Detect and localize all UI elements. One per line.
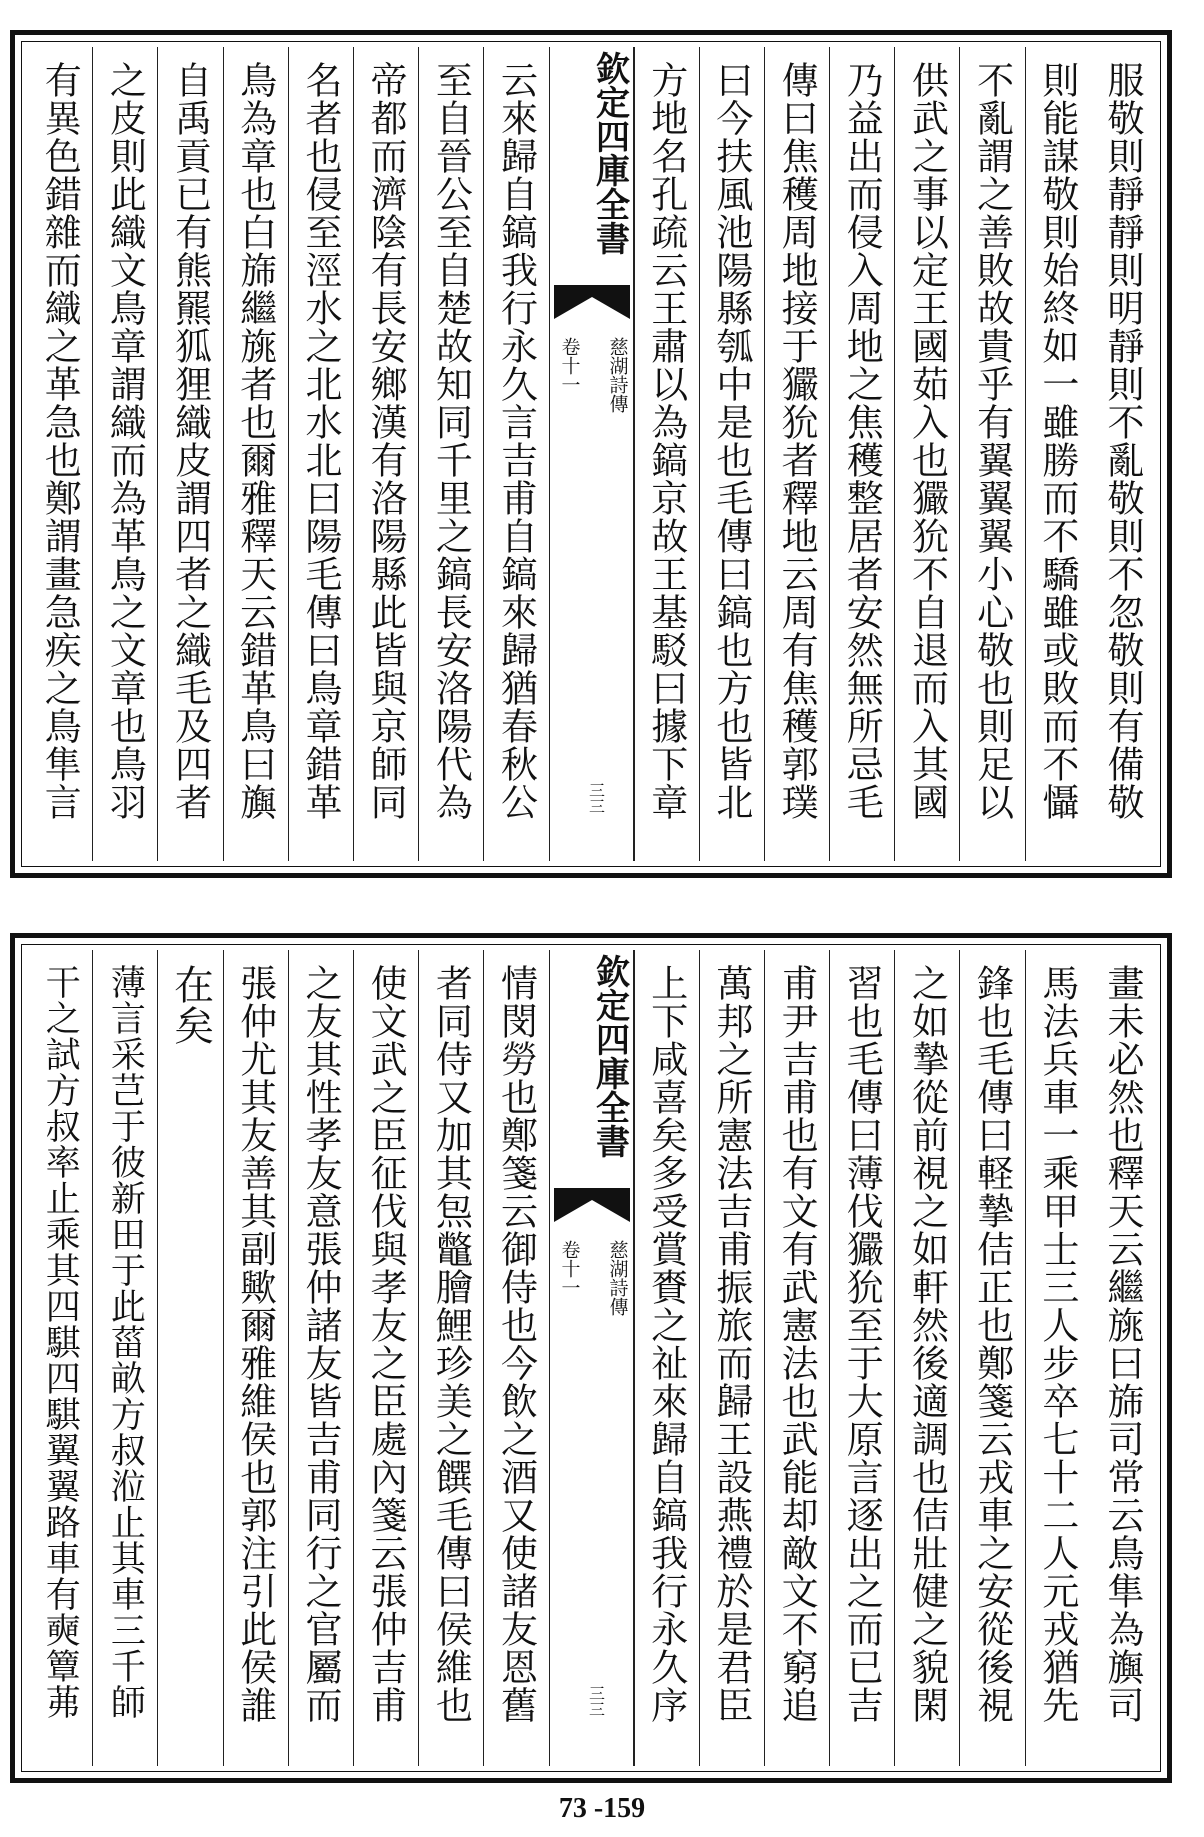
text-column: 鋒也毛傳曰軽摯佶正也鄭箋云戎車之安從後視: [959, 950, 1024, 1766]
text-column: 服敬則靜靜則明靜則不亂敬則不忽敬則有備敬: [1101, 61, 1144, 821]
book-series-title: 欽定四庫全書: [589, 51, 630, 255]
text-column: 在矣: [157, 950, 222, 1766]
text-column: 供武之事以定王國茹入也玁狁不自退而入其國: [894, 47, 959, 861]
top-page-frame: [10, 30, 1172, 878]
text-column: 使文武之臣征伐與孝友之臣處內箋云張仲吉甫: [353, 950, 418, 1766]
text-column: 薄言采芑于彼新田于此菑畝方叔涖止其車三千師: [92, 950, 157, 1766]
text-column: 方地名孔疏云王肅以為鎬京故王基駁曰據下章: [634, 47, 699, 861]
fishtail-mark-icon: [554, 285, 630, 319]
page-number: 73 -159: [558, 1793, 646, 1824]
text-column: 習也毛傳曰薄伐玁狁至于大原言逐出之而已吉: [829, 950, 894, 1766]
fishtail-mark-icon: [554, 1188, 630, 1222]
text-column: 畫未必然也釋天云繼旐曰旆司常云鳥隼為旟司: [1101, 964, 1144, 1724]
text-column: 干之試方叔率止乘其四騏四騏翼翼路車有奭簟茀: [40, 964, 81, 1720]
book-series-title: 欽定四庫全書: [589, 954, 630, 1158]
leaf-number: 三三: [586, 1685, 606, 1717]
text-column: 自禹貢已有熊羆狐狸織皮謂四者之織毛及四者: [157, 47, 222, 861]
text-column: 帝都而濟陰有長安鄉漢有洛陽縣此皆與京師同: [353, 47, 418, 861]
text-column: 則能謀敬則始終如一雖勝而不驕雖或敗而不懾: [1025, 47, 1090, 861]
text-column: 鳥為章也白旆繼旐者也爾雅釋天云錯革鳥曰旟: [223, 47, 288, 861]
bottom-page-frame: [10, 933, 1172, 1783]
text-column: 傳曰焦穫周地接于玁狁者釋地云周有焦穫郭璞: [764, 47, 829, 861]
text-column: 情閔勞也鄭箋云御侍也今飲之酒又使諸友恩舊: [483, 950, 548, 1766]
book-title: 慈湖詩傳: [606, 1240, 629, 1316]
text-column: 馬法兵車一乘甲士三人步卒七十二人元戎猶先: [1025, 950, 1090, 1766]
text-column: 張仲尤其友善其副歟爾雅維侯也郭注引此侯誰: [223, 950, 288, 1766]
volume-label: 卷十一: [558, 1240, 581, 1297]
leaf-number: 三三: [586, 782, 606, 814]
text-column: 之皮則此織文鳥章謂織而為革鳥之文章也鳥羽: [92, 47, 157, 861]
volume-label: 卷十一: [558, 337, 581, 394]
text-column: 云來歸自鎬我行永久言吉甫自鎬來歸猶春秋公: [483, 47, 548, 861]
center-fold-column: [549, 950, 634, 1766]
text-column: 甫尹吉甫也有文有武憲法也武能却敵文不窮追: [764, 950, 829, 1766]
text-column: 有異色錯雜而織之革急也鄭謂畫急疾之鳥隼言: [38, 61, 82, 821]
text-column: 上下咸喜矣多受賞賚之祉來歸自鎬我行永久序: [634, 950, 699, 1766]
book-title: 慈湖詩傳: [606, 337, 629, 413]
text-column: 至自晉公至自楚故知同千里之鎬長安洛陽代為: [418, 47, 483, 861]
text-column: 萬邦之所憲法吉甫振旅而歸王設燕禮於是君臣: [699, 950, 764, 1766]
text-column: 曰今扶風池陽縣瓠中是也毛傳曰鎬也方也皆北: [699, 47, 764, 861]
text-column: 名者也侵至涇水之北水北曰陽毛傳曰鳥章錯革: [288, 47, 353, 861]
text-column: 者同侍又加其炰鼈膾鯉珍美之饌毛傳曰侯維也: [418, 950, 483, 1766]
text-column: 之友其性孝友意張仲諸友皆吉甫同行之官屬而: [288, 950, 353, 1766]
text-column: 不亂謂之善敗故貴乎有翼翼翼小心敬也則足以: [959, 47, 1024, 861]
text-column: 之如摯從前視之如軒然後適調也佶壯健之貌閑: [894, 950, 959, 1766]
center-fold-column: [549, 47, 634, 861]
text-column: 乃益出而侵入周地之焦穫整居者安然無所忌毛: [829, 47, 894, 861]
